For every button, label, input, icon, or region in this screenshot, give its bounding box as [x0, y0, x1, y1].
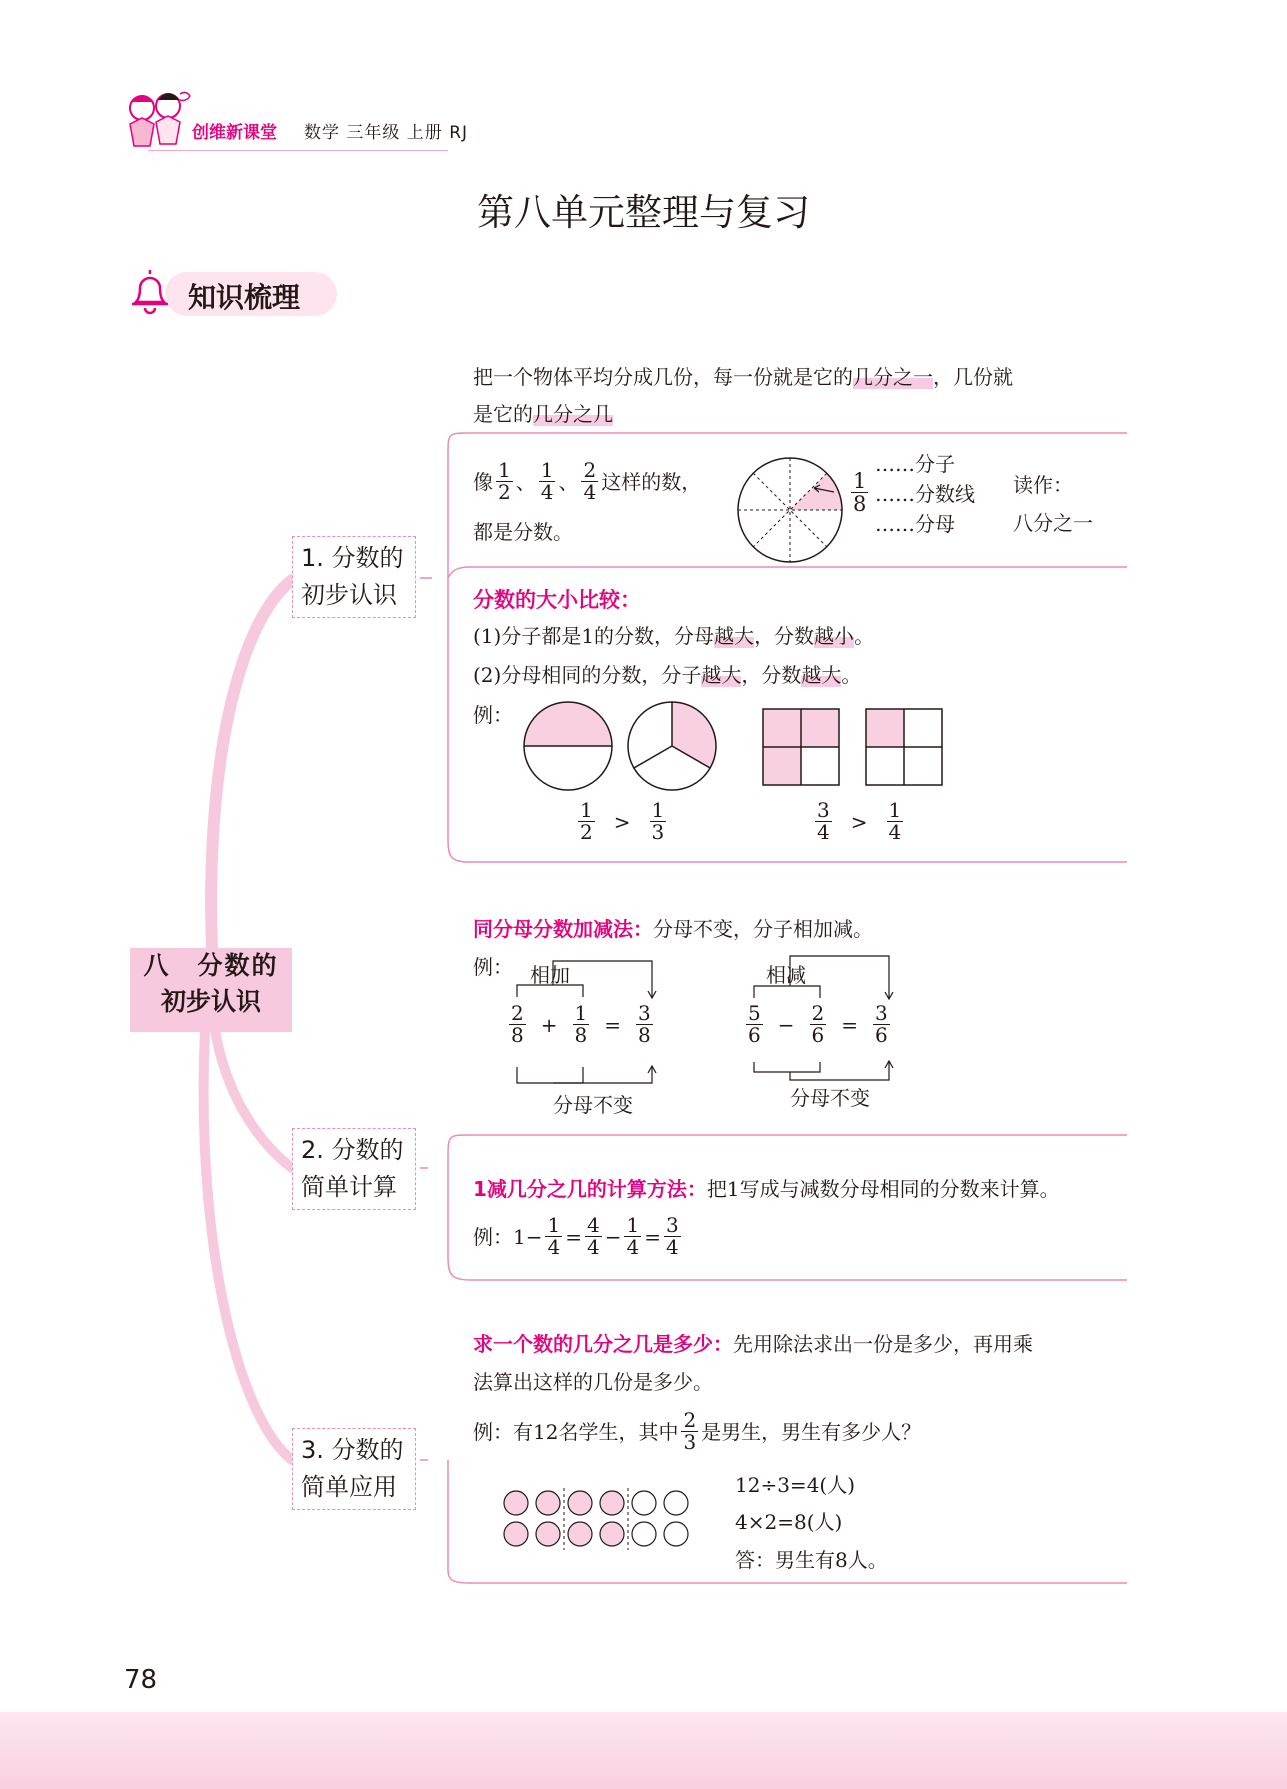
- addsub-rule-line: 同分母分数加减法：分母不变，分子相加减。: [473, 917, 873, 941]
- branch-2-line2: 简单计算: [301, 1173, 397, 1201]
- compare-squares: [762, 708, 947, 788]
- label-denominator: ……分母: [875, 512, 955, 536]
- one-minus-title: 1减几分之几的计算方法：: [473, 1177, 707, 1201]
- read-as-value: 八分之一: [1013, 511, 1093, 535]
- definition-line2: 是它的几分之几: [473, 402, 613, 426]
- part-of-number-title: 求一个数的几分之几是多少：: [473, 1332, 733, 1356]
- frac-two-quarters: $\frac{2}{4}$: [583, 458, 597, 504]
- student-dots: [502, 1488, 702, 1550]
- eighth-fraction: $\frac{1}{8}$: [853, 469, 867, 517]
- branch-box-3: [292, 1428, 416, 1510]
- compare-rule-2: (2)分母相同的分数，分子越大，分数越大。: [473, 663, 862, 687]
- add-denominator-same: 分母不变: [553, 1093, 633, 1117]
- calc-step-1: 12÷3=4(人): [735, 1473, 856, 1497]
- highlight-parts: 几分之几: [533, 402, 613, 426]
- page-number: 78: [124, 1665, 158, 1695]
- branch-3-line2: 简单应用: [301, 1473, 397, 1501]
- add-label: 相加: [530, 963, 570, 987]
- book-info: 数学 三年级 上册 RJ: [304, 123, 469, 143]
- frac-quarter: $\frac{1}{4}$: [540, 458, 554, 504]
- calc-step-2: 4×2=8(人): [735, 1510, 843, 1534]
- part-of-number-rule-2: 法算出这样的几份是多少。: [473, 1370, 713, 1394]
- part-of-number-rule: 求一个数的几分之几是多少：先用除法求出一份是多少，再用乘: [473, 1332, 1033, 1356]
- example-label-2: 例：: [473, 955, 513, 979]
- compare-expr-2: $\frac{3}{4}$ > $\frac{1}{4}$: [817, 798, 902, 844]
- label-numerator: ……分子: [875, 452, 955, 476]
- page-title: 第八单元整理与复习: [477, 191, 810, 234]
- are-fractions-text: 都是分数。: [473, 520, 573, 544]
- sub-label: 相减: [766, 963, 806, 987]
- eighth-circle-diagram: [730, 450, 850, 570]
- sub-expression: $\frac{5}{6}$ − $\frac{2}{6}$ = $\frac{3}{6}$: [748, 1001, 888, 1047]
- read-as-label: 读作：: [1013, 473, 1073, 497]
- sub-denominator-same: 分母不变: [790, 1086, 870, 1110]
- compare-rule-1: (1)分子都是1的分数，分母越大，分数越小。: [473, 624, 875, 648]
- main-topic-box: [130, 948, 292, 1032]
- definition-line1: 把一个物体平均分成几份，每一份就是它的几分之一，几份就: [473, 365, 1013, 389]
- example-label-1: 例：: [473, 703, 513, 727]
- word-problem: 例：有12名学生，其中 $\frac{2}{3}$ 是男生，男生有多少人？: [473, 1408, 922, 1454]
- brand-name: 创维新课堂: [192, 123, 277, 143]
- compare-circles: [520, 700, 720, 796]
- main-topic-line1: 八 分数的: [143, 951, 279, 980]
- addsub-title: 同分母分数加减法：: [473, 917, 653, 941]
- footer-band: [0, 1712, 1287, 1789]
- branch-box-2: [292, 1128, 416, 1210]
- branch-1-line2: 初步认识: [301, 581, 397, 609]
- one-minus-example: 例：1− $\frac{1}{4}$ = $\frac{4}{4}$ − $\frac{1}{4}$ = $\frac{3}{4}$: [473, 1213, 679, 1259]
- label-fraction-line: ……分数线: [875, 482, 975, 506]
- frac-half: $\frac{1}{2}$: [498, 458, 511, 504]
- one-minus-rule-line: 1减几分之几的计算方法：把1写成与减数分母相同的分数来计算。: [473, 1177, 1060, 1201]
- branch-box-1: [292, 536, 416, 618]
- compare-expr-1: $\frac{1}{2}$ > $\frac{1}{3}$: [580, 798, 665, 844]
- section-title: 知识梳理: [188, 281, 301, 314]
- add-expression: $\frac{2}{8}$ + $\frac{1}{8}$ = $\frac{3}{8}$: [511, 1001, 651, 1047]
- highlight-one-part: 几分之一: [853, 365, 933, 389]
- branch-1-line1: 1. 分数的: [301, 544, 404, 572]
- compare-title: 分数的大小比较：: [473, 588, 641, 612]
- branch-2-line1: 2. 分数的: [301, 1136, 404, 1164]
- like-fractions-line: 像 $\frac{1}{2}$ 、 $\frac{1}{4}$ 、 $\frac{2}{4}$ 这样的数，: [473, 458, 702, 504]
- answer-text: 答：男生有8人。: [735, 1548, 888, 1572]
- main-topic-line2: 初步认识: [160, 987, 261, 1016]
- branch-3-line1: 3. 分数的: [301, 1436, 404, 1464]
